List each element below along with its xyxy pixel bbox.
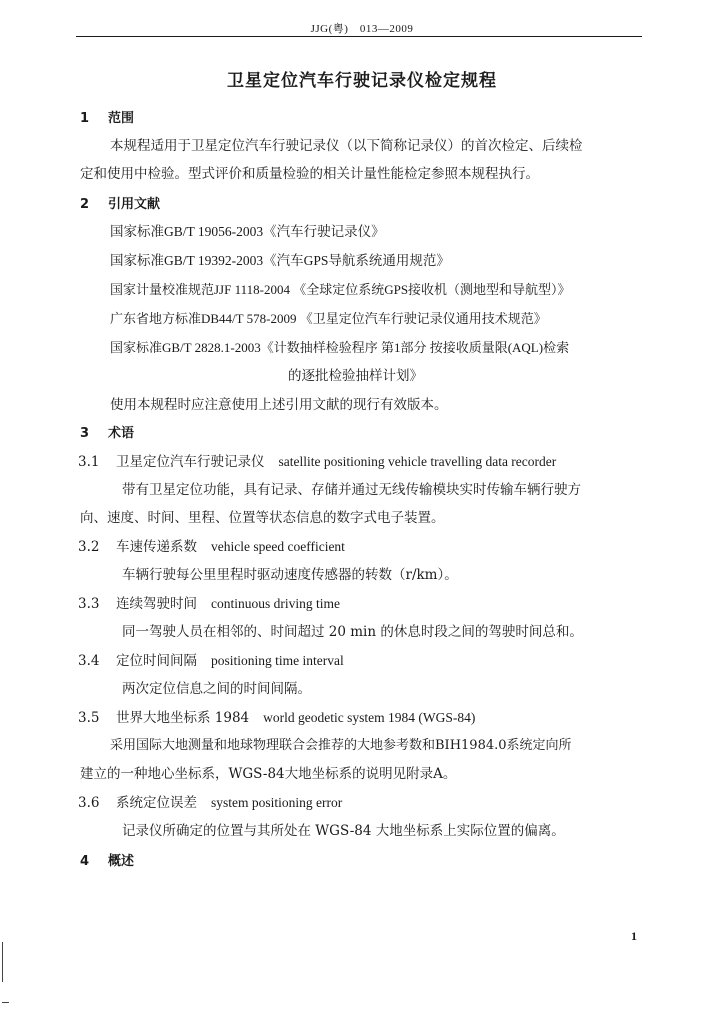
section-3-heading <box>80 425 134 443</box>
term-definition: 记录仪所确定的位置与其所处在 WGS-84 大地坐标系上实际位置的偏离。 <box>122 823 565 839</box>
reference-item: 国家标准GB/T 2828.1-2003《计数抽样检验程序 第1部分 按接收质量限(AQL)检索 <box>110 340 570 355</box>
section-title: 概述 <box>108 854 135 869</box>
term-definition: 建立的一种地心坐标系，WGS-84大地坐标系的说明见附录A。 <box>80 766 457 782</box>
section-number: 1 <box>80 111 90 126</box>
document-title: 卫星定位汽车行驶记录仪检定规程 <box>227 71 497 91</box>
term-chinese: 定位时间间隔 <box>116 653 197 669</box>
reference-item-continued: 的逐批检验抽样计划》 <box>288 368 423 383</box>
term-heading <box>78 595 340 613</box>
section-number: 4 <box>80 854 90 869</box>
term-english: continuous driving time <box>211 596 340 611</box>
section-4-heading <box>80 853 134 871</box>
term-english: world geodetic system 1984 (WGS-84) <box>263 710 476 725</box>
term-chinese: 连续驾驶时间 <box>116 596 197 612</box>
term-definition: 带有卫星定位功能，具有记录、存储并通过无线传输模块实时传输车辆行驶方 <box>122 482 581 498</box>
term-number: 3.1 <box>78 454 100 470</box>
reference-item: 国家计量校准规范JJF 1118-2004 《全球定位系统GPS接收机（测地型和导航型）》 <box>110 282 571 297</box>
term-heading <box>78 652 344 670</box>
page-header: JJG(粤) 013—2009 <box>310 23 414 35</box>
term-chinese: 卫星定位汽车行驶记录仪 <box>116 454 265 470</box>
header-rule <box>76 36 642 37</box>
references-note: 使用本规程时应注意使用上述引用文献的现行有效版本。 <box>110 397 448 413</box>
scan-edge-mark <box>2 942 3 982</box>
term-english: system positioning error <box>211 795 343 810</box>
section-title: 范围 <box>108 111 135 126</box>
section-number: 2 <box>80 197 90 212</box>
term-chinese: 车速传递系数 <box>116 539 197 555</box>
term-definition: 采用国际大地测量和地球物理联合会推荐的大地参考数和BIH1984.0系统定向所 <box>110 738 572 753</box>
section-number: 3 <box>80 426 90 441</box>
term-heading <box>78 453 556 471</box>
term-heading <box>78 538 345 556</box>
section-1-heading <box>80 110 134 128</box>
term-number: 3.6 <box>78 795 100 811</box>
reference-item: 广东省地方标准DB44/T 578-2009 《卫星定位汽车行驶记录仪通用技术规范》 <box>110 311 547 326</box>
term-definition: 向、速度、时间、里程、位置等状态信息的数字式电子装置。 <box>80 510 445 526</box>
term-definition: 车辆行驶每公里里程时驱动速度传感器的转数（r/km）。 <box>122 567 458 583</box>
term-chinese: 系统定位误差 <box>116 795 197 811</box>
term-number: 3.2 <box>78 539 100 555</box>
term-english: positioning time interval <box>211 653 344 668</box>
term-definition: 两次定位信息之间的时间间隔。 <box>122 681 311 697</box>
term-heading <box>78 794 342 812</box>
page-number: 1 <box>631 929 637 943</box>
section-2-heading <box>80 196 160 214</box>
section-title: 引用文献 <box>108 197 161 212</box>
term-english: satellite positioning vehicle travelling data recorder <box>278 454 557 469</box>
scan-edge-mark <box>2 1002 9 1003</box>
section-title: 术语 <box>108 426 135 441</box>
reference-item: 国家标准GB/T 19056-2003《汽车行驶记录仪》 <box>110 224 385 239</box>
term-chinese: 世界大地坐标系 1984 <box>116 710 250 726</box>
reference-item: 国家标准GB/T 19392-2003《汽车GPS导航系统通用规范》 <box>110 253 450 268</box>
term-number: 3.5 <box>78 710 100 726</box>
term-english: vehicle speed coefficient <box>211 539 345 554</box>
term-number: 3.3 <box>78 596 100 612</box>
term-definition: 同一驾驶人员在相邻的、时间超过 20 min 的休息时段之间的驾驶时间总和。 <box>122 624 583 640</box>
scope-line-1: 本规程适用于卫星定位汽车行驶记录仪（以下简称记录仪）的首次检定、后续检 <box>110 138 583 154</box>
scope-line-2: 定和使用中检验。型式评价和质量检验的相关计量性能检定参照本规程执行。 <box>80 166 539 182</box>
term-number: 3.4 <box>78 653 100 669</box>
term-heading <box>78 709 475 727</box>
